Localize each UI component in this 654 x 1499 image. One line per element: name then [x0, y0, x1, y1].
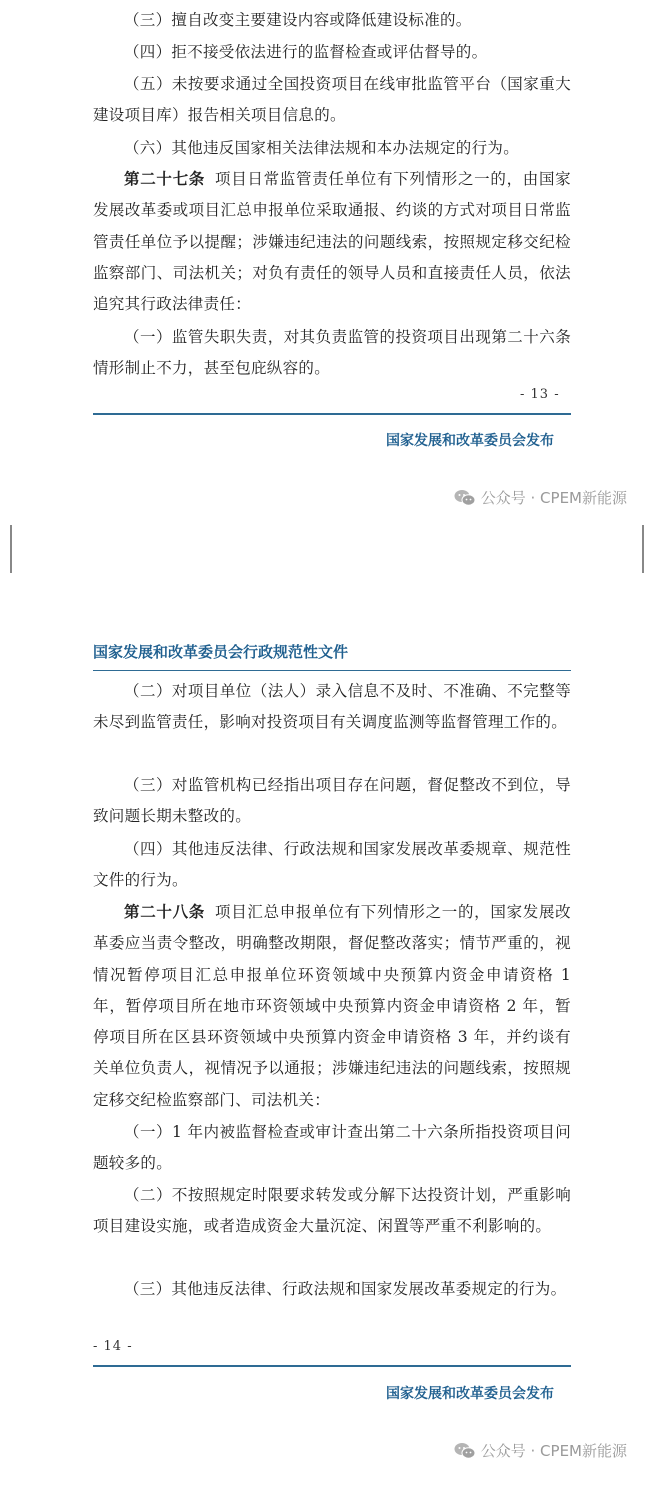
document-page-13 — [0, 0, 654, 525]
page-number: - 13 - — [520, 387, 560, 402]
paragraph-article-27 — [93, 164, 571, 320]
wechat-icon — [454, 1442, 476, 1460]
paragraph-text: （三）其他违反法律、行政法规和国家发展改革委规定的行为。 — [124, 1280, 567, 1298]
paragraph-clause-1 — [93, 1117, 571, 1180]
footer-rule — [93, 1365, 571, 1367]
paragraph-text: 项目汇总申报单位有下列情形之一的，国家发展改革委应当责令整改，明确整改期限，督促整改落实；情节严重的，视情况暂停项目汇总申报单位环资领域中央预算内资金申请资格 1 年，暂停项目所在地市环资领域中央预算内资金申请资格 2 年，暂停项目所在区县环资领域中央预算内资金申请资格 3 年，并约谈有关单位负责人，视情况予以通报；涉嫌违纪违法的问题线索，按照规定移交纪检监察部门、司法机关： — [93, 903, 571, 1109]
page-number: - 14 - — [93, 1339, 133, 1354]
paragraph-clause-2 — [93, 676, 571, 739]
paragraph-clause-3 — [93, 5, 571, 36]
paragraph-clause-4 — [93, 834, 571, 897]
paragraph-text: （六）其他违反国家相关法律法规和本办法规定的行为。 — [124, 139, 520, 157]
paragraph-text: 项目日常监管责任单位有下列情形之一的，由国家发展改革委或项目汇总申报单位采取通报、约谈的方式对项目日常监管责任单位予以提醒；涉嫌违纪违法的问题线索，按照规定移交纪检监察部门、司法机关；对负有责任的领导人员和直接责任人员，依法追究其行政法律责任： — [93, 170, 571, 314]
article-number: 第二十七条 — [124, 170, 205, 188]
watermark — [454, 487, 627, 508]
paragraph-article-28 — [93, 897, 571, 1116]
footer-rule — [93, 413, 571, 415]
paragraph-clause-3b — [93, 1274, 571, 1305]
paragraph-text: （一）监管失职失责，对其负责监管的投资项目出现第二十六条情形制止不力，甚至包庇纵容的。 — [93, 328, 571, 378]
paragraph-clause-6 — [93, 133, 571, 164]
paragraph-text: （四）拒不接受依法进行的监督检查或评估督导的。 — [124, 43, 488, 61]
paragraph-text: （二）不按照规定时限要求转发或分解下达投资计划，严重影响项目建设实施，或者造成资金大量沉淀、闲置等严重不利影响的。 — [93, 1186, 571, 1236]
watermark-text: 公众号 · CPEM新能源 — [480, 1442, 627, 1460]
header-rule — [93, 670, 571, 671]
publisher-label: 国家发展和改革委员会发布 — [386, 433, 554, 449]
paragraph-text: （五）未按要求通过全国投资项目在线审批监管平台（国家重大建设项目库）报告相关项目信息的。 — [93, 75, 571, 125]
paragraph-text: （四）其他违反法律、行政法规和国家发展改革委规章、规范性文件的行为。 — [93, 840, 571, 890]
watermark — [454, 1440, 627, 1461]
article-number: 第二十八条 — [124, 903, 205, 921]
paragraph-clause-2b — [93, 1180, 571, 1243]
paragraph-clause-1 — [93, 322, 571, 385]
document-page-14 — [0, 525, 654, 1499]
paragraph-text: （一）1 年内被监督检查或审计查出第二十六条所指投资项目问题较多的。 — [93, 1123, 571, 1173]
paragraph-text: （二）对项目单位（法人）录入信息不及时、不准确、不完整等未尽到监管责任，影响对投资项目有关调度监测等监督管理工作的。 — [93, 682, 571, 732]
watermark-text: 公众号 · CPEM新能源 — [480, 489, 627, 507]
document-header: 国家发展和改革委员会行政规范性文件 — [93, 643, 349, 661]
paragraph-text: （三）对监管机构已经指出项目存在问题，督促整改不到位，导致问题长期未整改的。 — [93, 776, 571, 826]
publisher-label: 国家发展和改革委员会发布 — [386, 1386, 554, 1402]
paragraph-clause-5 — [93, 69, 571, 132]
wechat-icon — [454, 489, 476, 507]
paragraph-text: （三）擅自改变主要建设内容或降低建设标准的。 — [124, 11, 472, 29]
paragraph-clause-3 — [93, 770, 571, 833]
paragraph-clause-4 — [93, 37, 571, 68]
